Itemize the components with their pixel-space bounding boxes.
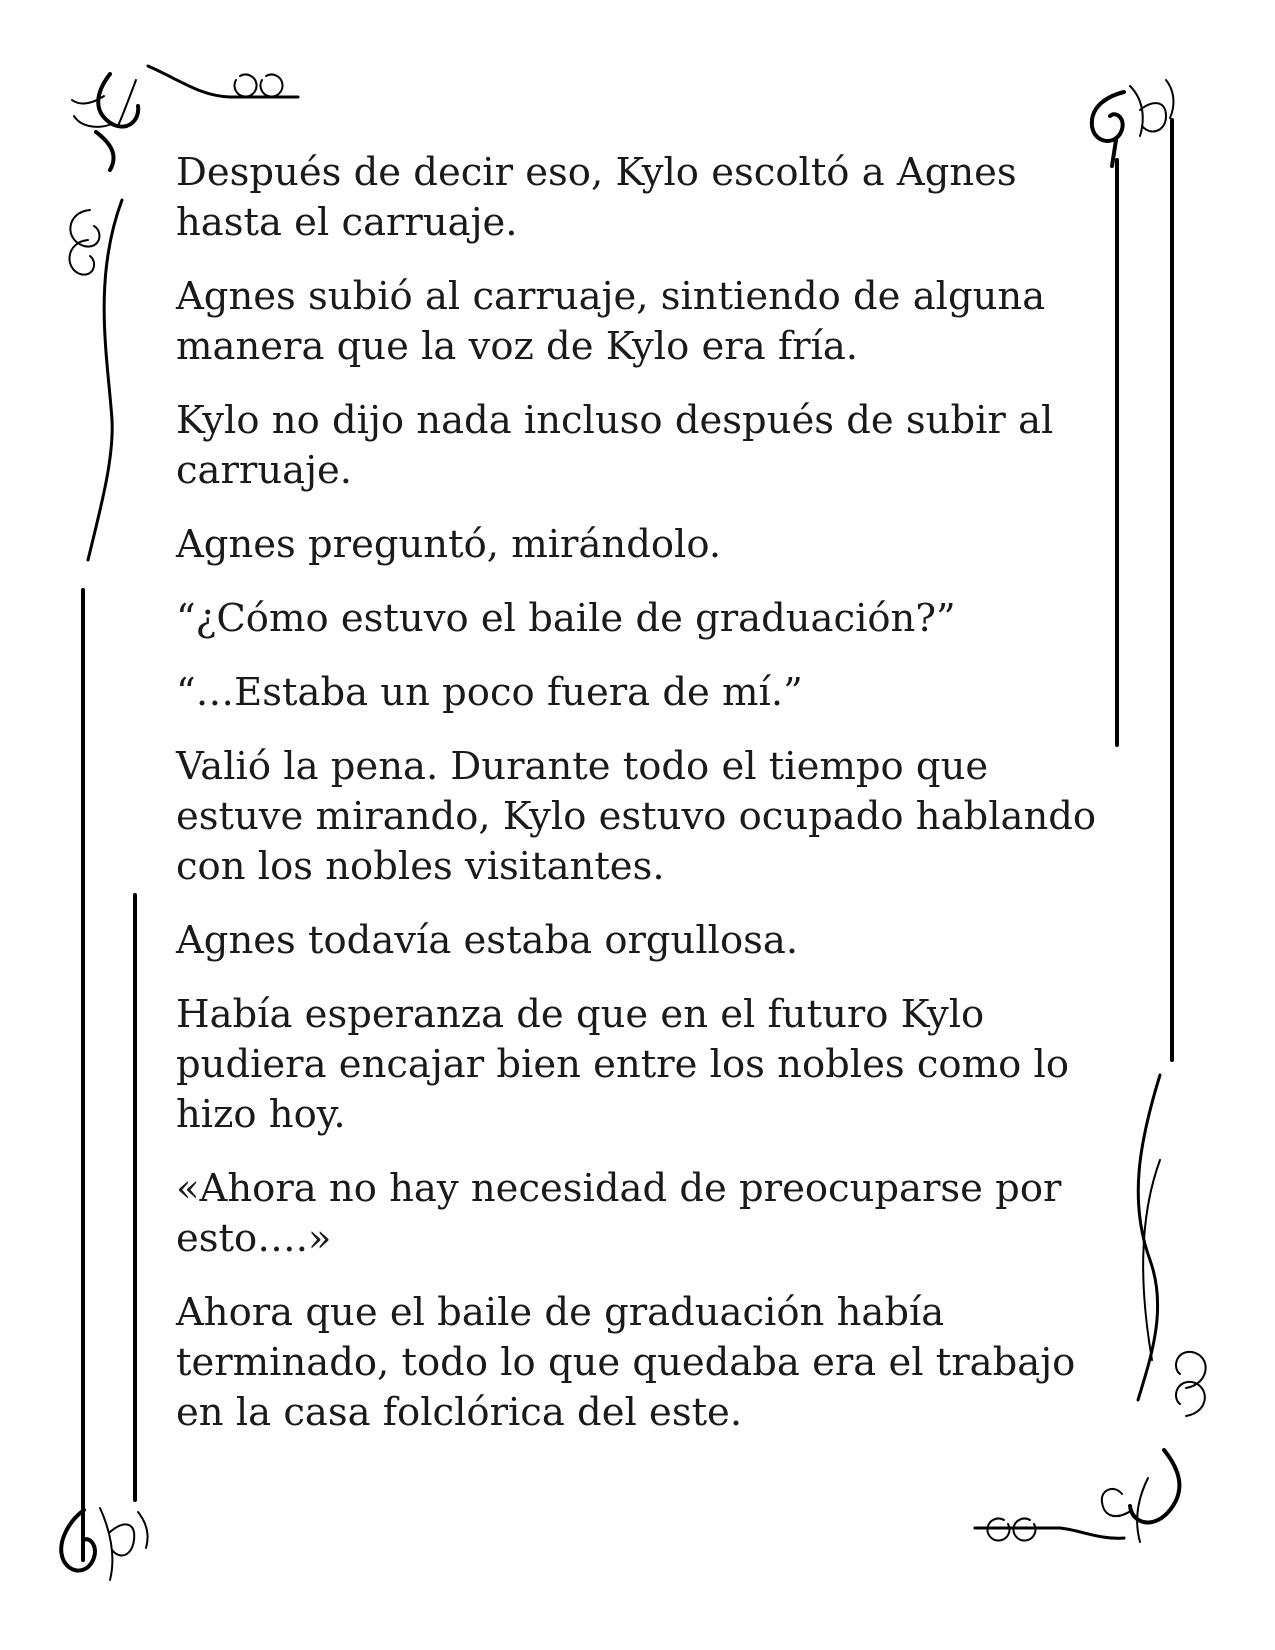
paragraph-9: Había esperanza de que en el futuro Kylo pudiera encajar bien entre los nobles como lo hizo hoy.: [176, 992, 1070, 1137]
bottom-left-flourish-icon: [61, 1508, 147, 1580]
paragraph-2: Agnes subió al carruaje, sintiendo de alguna manera que la voz de Kylo era fría.: [176, 274, 1046, 369]
paragraph-6: “…Estaba un poco fuera de mí.”: [176, 670, 803, 715]
paragraph-1: Después de decir eso, Kylo escoltó a Agnes hasta el carruaje.: [176, 150, 1017, 245]
paragraph-7: Valió la pena. Durante todo el tiempo que estuve mirando, Kylo estuvo ocupado hablando con los nobles visitantes.: [176, 744, 1097, 889]
paragraph-4: Agnes preguntó, mirándolo.: [176, 522, 722, 567]
paragraph-3: Kylo no dijo nada incluso después de subir al carruaje.: [176, 398, 1054, 493]
paragraph-8: Agnes todavía estaba orgullosa.: [176, 918, 799, 963]
paragraph-5: “¿Cómo estuvo el baile de graduación?”: [176, 596, 956, 641]
story-text: [176, 148, 1106, 1462]
paragraph-11: Ahora que el baile de graduación había terminado, todo lo que quedaba era el trabajo en la casa folclórica del este.: [176, 1290, 1076, 1435]
paragraph-10: «Ahora no hay necesidad de preocuparse por esto….»: [176, 1166, 1062, 1261]
